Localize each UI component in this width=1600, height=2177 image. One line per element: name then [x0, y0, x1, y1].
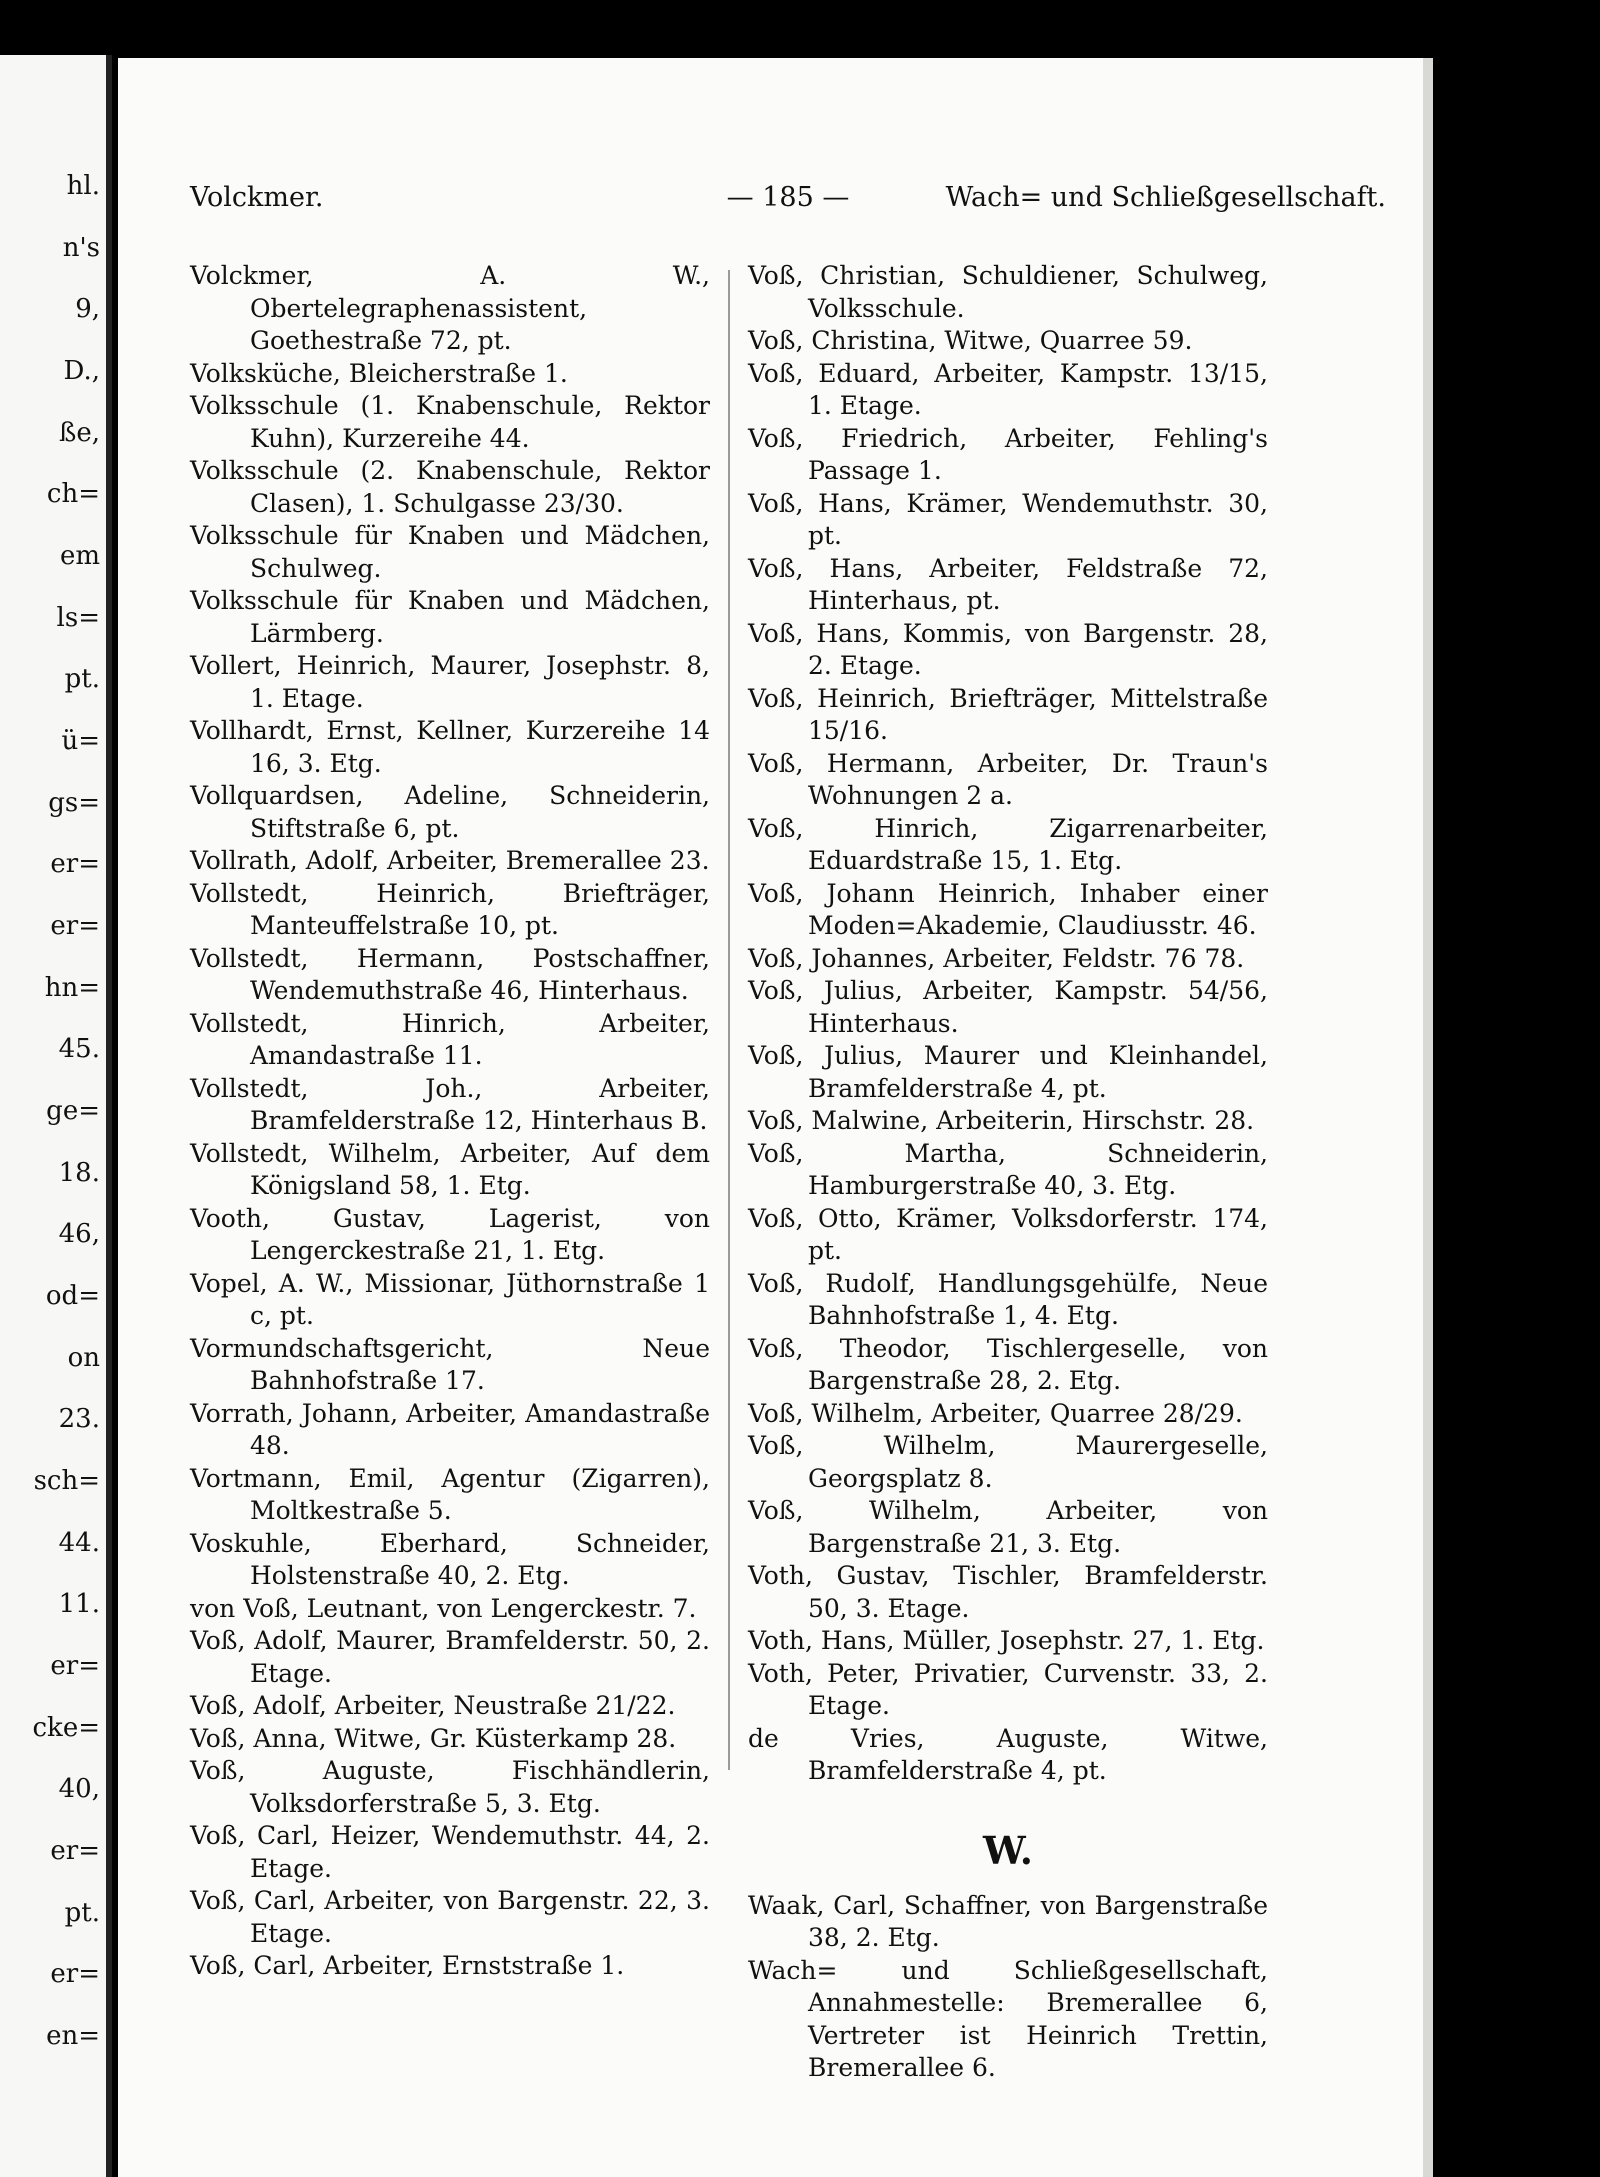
directory-page — [118, 58, 1433, 2177]
margin-fragment: 44. — [58, 1527, 100, 1558]
section-letter: W. — [983, 1827, 1033, 1873]
directory-entry: Vollstedt, Wilhelm, Arbeiter, Auf dem Königsland 58, 1. Etg. — [190, 1138, 710, 1200]
page-edge-shadow — [1423, 58, 1433, 2177]
margin-fragment: pt. — [64, 1897, 100, 1928]
directory-entry: Voß, Friedrich, Arbeiter, Fehling's Passage 1. — [748, 423, 1268, 485]
directory-entry: Voß, Julius, Maurer und Kleinhandel, Bramfelderstraße 4, pt. — [748, 1041, 1268, 1103]
directory-entry: Voß, Wilhelm, Arbeiter, Quarree 28/29. — [748, 1398, 1243, 1428]
margin-fragment: en= — [46, 2021, 100, 2051]
margin-fragment: 11. — [58, 1589, 100, 1620]
directory-entry: Voß, Eduard, Arbeiter, Kampstr. 13/15, 1. Etage. — [748, 358, 1268, 420]
directory-entry: Volksschule (1. Knabenschule, Rektor Kuhn), Kurzereihe 44. — [190, 391, 710, 453]
margin-fragment: er= — [50, 1959, 100, 1990]
directory-entry: Voskuhle, Eberhard, Schneider, Holstenstraße 40, 2. Etg. — [190, 1528, 710, 1590]
directory-entry: Vollstedt, Joh., Arbeiter, Bramfelderstraße 12, Hinterhaus B. — [190, 1073, 710, 1135]
header-first-entry: Volckmer. — [190, 182, 324, 213]
directory-entry: Volksküche, Bleicherstraße 1. — [190, 358, 568, 388]
directory-entry: Voß, Hans, Arbeiter, Feldstraße 72, Hinterhaus, pt. — [748, 553, 1268, 615]
directory-entry: Vopel, A. W., Missionar, Jüthornstraße 1 c, pt. — [190, 1268, 710, 1330]
previous-page-fragment — [0, 55, 112, 2177]
directory-entry: Vorrath, Johann, Arbeiter, Amandastraße 48. — [190, 1398, 710, 1460]
directory-entry: Voß, Wilhelm, Maurergeselle, Georgsplatz 8. — [748, 1431, 1268, 1493]
margin-fragment: er= — [50, 911, 100, 941]
directory-entry: Vollquardsen, Adeline, Schneiderin, Stiftstraße 6, pt. — [190, 781, 710, 843]
directory-entry: Voß, Adolf, Maurer, Bramfelderstr. 50, 2. Etage. — [190, 1626, 710, 1688]
column-divider — [728, 270, 730, 1770]
margin-fragment: er= — [50, 849, 100, 880]
margin-fragment: er= — [50, 1651, 100, 1681]
margin-fragment: pt. — [64, 664, 100, 695]
margin-fragment: hn= — [44, 972, 100, 1003]
directory-entry: Vollrath, Adolf, Arbeiter, Bremerallee 23. — [190, 846, 710, 875]
directory-entry: Voß, Johannes, Arbeiter, Feldstr. 76 78. — [748, 943, 1245, 973]
margin-fragment: cke= — [32, 1712, 100, 1743]
directory-entry: Volksschule für Knaben und Mädchen, Lärmberg. — [190, 586, 710, 648]
margin-fragment: ü= — [61, 726, 100, 756]
margin-fragment: 9, — [75, 294, 100, 325]
page-edge — [106, 55, 112, 2177]
margin-fragment: hl. — [66, 171, 100, 201]
directory-entry: Voß, Theodor, Tischlergeselle, von Bargenstraße 28, 2. Etg. — [748, 1333, 1268, 1395]
directory-entry: von Voß, Leutnant, von Lengerckestr. 7. — [190, 1593, 697, 1623]
left-column — [190, 260, 710, 1983]
margin-fragment: 45. — [58, 1034, 100, 1065]
directory-entry: Voß, Carl, Arbeiter, Ernststraße 1. — [190, 1951, 625, 1980]
directory-entry: Voß, Hermann, Arbeiter, Dr. Traun's Wohnungen 2 a. — [748, 748, 1268, 810]
directory-entry: Voß, Wilhelm, Arbeiter, von Bargenstraße 21, 3. Etg. — [748, 1496, 1268, 1558]
directory-entry: Vollstedt, Heinrich, Briefträger, Manteuffelstraße 10, pt. — [190, 878, 710, 940]
directory-entry: Voß, Hans, Kommis, von Bargenstr. 28, 2. Etage. — [748, 618, 1268, 680]
directory-entry: Voß, Johann Heinrich, Inhaber einer Moden=Akademie, Claudiusstr. 46. — [748, 878, 1268, 940]
margin-fragment: em — [59, 541, 100, 571]
margin-fragment: er= — [50, 1836, 100, 1866]
directory-entry: Voß, Christian, Schuldiener, Schulweg, Volksschule. — [748, 261, 1268, 323]
margin-fragment: ge= — [46, 1096, 100, 1126]
directory-entry: Voth, Peter, Privatier, Curvenstr. 33, 2. Etage. — [748, 1658, 1268, 1720]
directory-entry: Vollert, Heinrich, Maurer, Josephstr. 8, 1. Etage. — [190, 651, 710, 713]
w-section-entries — [748, 1890, 1268, 2085]
margin-fragment: on — [67, 1342, 100, 1373]
right-column — [748, 260, 1268, 2085]
directory-entry: Voth, Gustav, Tischler, Bramfelderstr. 50, 3. Etage. — [748, 1561, 1268, 1623]
directory-entry: Volckmer, A. W., Obertelegraphenassistent, Goethestraße 72, pt. — [190, 261, 710, 355]
directory-entry: de Vries, Auguste, Witwe, Bramfelderstraße 4, pt. — [748, 1723, 1268, 1785]
directory-entry: Voß, Martha, Schneiderin, Hamburgerstraße 40, 3. Etg. — [748, 1138, 1268, 1200]
directory-entry: Voß, Heinrich, Briefträger, Mittelstraße 15/16. — [748, 683, 1268, 745]
margin-fragment: 40, — [58, 1774, 100, 1805]
directory-entry: Voth, Hans, Müller, Josephstr. 27, 1. Etg. — [748, 1626, 1265, 1655]
directory-entry: Voß, Julius, Arbeiter, Kampstr. 54/56, Hinterhaus. — [748, 976, 1268, 1038]
directory-entry: Voß, Rudolf, Handlungsgehülfe, Neue Bahnhofstraße 1, 4. Etg. — [748, 1268, 1268, 1330]
running-header — [190, 182, 1386, 222]
directory-entry: Voß, Carl, Arbeiter, von Bargenstr. 22, 3. Etage. — [190, 1886, 710, 1948]
directory-entry: Voß, Adolf, Arbeiter, Neustraße 21/22. — [190, 1691, 676, 1720]
directory-entry: Voß, Carl, Heizer, Wendemuthstr. 44, 2. Etage. — [190, 1821, 710, 1883]
directory-entry: Vooth, Gustav, Lagerist, von Lengerckestraße 21, 1. Etg. — [190, 1203, 710, 1265]
margin-fragment: gs= — [48, 787, 100, 818]
directory-entry: Volksschule (2. Knabenschule, Rektor Clasen), 1. Schulgasse 23/30. — [190, 456, 710, 518]
directory-entry: Vormundschaftsgericht, Neue Bahnhofstraße 17. — [190, 1333, 710, 1395]
margin-fragment: 18. — [58, 1157, 100, 1188]
directory-entry: Wach= und Schließgesellschaft, Annahmestelle: Bremerallee 6, Vertreter ist Heinrich Trettin, Bremerallee 6. — [748, 1955, 1268, 2082]
directory-entry: Voß, Anna, Witwe, Gr. Küsterkamp 28. — [190, 1723, 677, 1753]
directory-entry: Voß, Hinrich, Zigarrenarbeiter, Eduardstraße 15, 1. Etg. — [748, 813, 1268, 875]
margin-fragment: sch= — [33, 1466, 100, 1496]
margin-fragment: ch= — [46, 479, 100, 510]
directory-entry: Voß, Malwine, Arbeiterin, Hirschstr. 28. — [748, 1106, 1255, 1135]
margin-fragment: ls= — [56, 602, 100, 633]
directory-entry: Vollstedt, Hermann, Postschaffner, Wendemuthstraße 46, Hinterhaus. — [190, 943, 710, 1005]
header-last-entry: Wach= und Schließgesellschaft. — [945, 182, 1386, 213]
margin-fragment: od= — [45, 1281, 100, 1311]
page-number: — 185 — — [726, 182, 850, 213]
margin-fragment: D., — [63, 356, 100, 386]
directory-entry: Volksschule für Knaben und Mädchen, Schulweg. — [190, 521, 710, 583]
margin-fragment: 23. — [58, 1404, 100, 1435]
right-column-entries — [748, 260, 1268, 1788]
directory-entry: Vollhardt, Ernst, Kellner, Kurzereihe 14 16, 3. Etg. — [190, 716, 710, 778]
directory-entry: Voß, Auguste, Fischhändlerin, Volksdorferstraße 5, 3. Etg. — [190, 1756, 710, 1818]
margin-fragment: ße, — [58, 417, 100, 448]
directory-entry: Voß, Christina, Witwe, Quarree 59. — [748, 326, 1193, 355]
margin-fragment: n's — [62, 232, 100, 263]
directory-entry: Voß, Hans, Krämer, Wendemuthstr. 30, pt. — [748, 488, 1268, 550]
directory-entry: Voß, Otto, Krämer, Volksdorferstr. 174, pt. — [748, 1203, 1268, 1265]
directory-entry: Waak, Carl, Schaffner, von Bargenstraße 38, 2. Etg. — [748, 1890, 1268, 1952]
margin-fragment: 46, — [58, 1219, 100, 1250]
directory-entry: Vollstedt, Hinrich, Arbeiter, Amandastraße 11. — [190, 1008, 710, 1070]
directory-entry: Vortmann, Emil, Agentur (Zigarren), Moltkestraße 5. — [190, 1463, 710, 1525]
